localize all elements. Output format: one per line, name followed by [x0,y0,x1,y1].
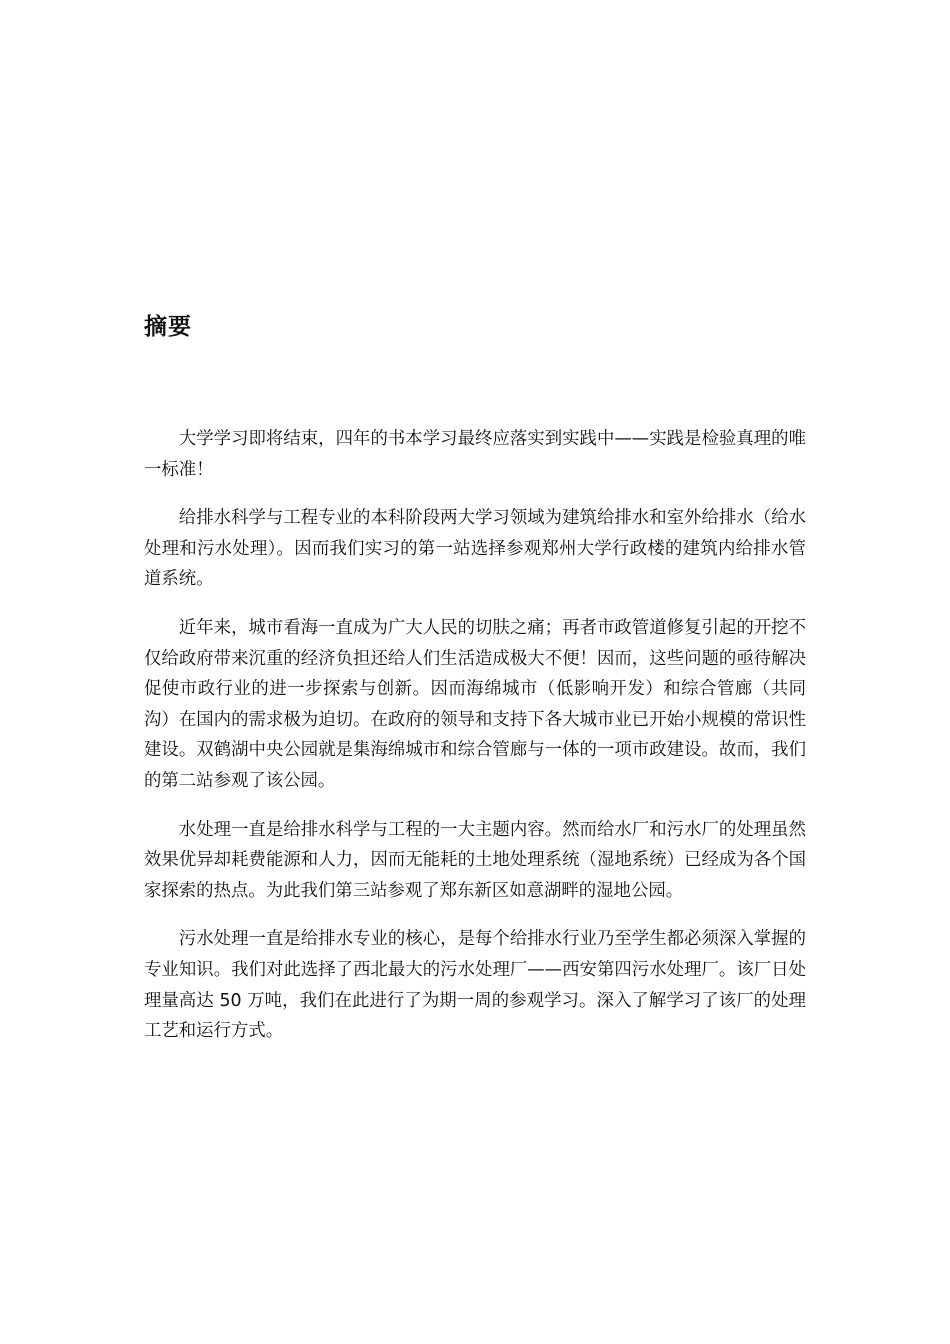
paragraph-1: 大学学习即将结束，四年的书本学习最终应落实到实践中——实践是检验真理的唯一标准！ [144,429,806,480]
paragraph-2: 给排水科学与工程专业的本科阶段两大学习领域为建筑给排水和室外给排水（给水处理和污水处理）。因而我们实习的第一站选择参观郑州大学行政楼的建筑内给排水管道系统。 [144,508,806,590]
paragraph-3: 近年来，城市看海一直成为广大人民的切肤之痛；再者市政管道修复引起的开挖不仅给政府带来沉重的经济负担还给人们生活造成极大不便！因而，这些问题的亟待解决促使市政行业的进一步探索与创新。因而海绵城市（低影响开发）和综合管廊（共同沟）在国内的需求极为迫切。在政府的领导和支持下各大城市业已开始小规模的常识性建设。双鹤湖中央公园就是集海绵城市和综合管廊与一体的一项市政建设。故而，我们的第二站参观了该公园。 [144,617,806,791]
paragraph-5: 污水处理一直是给排水专业的核心，是每个给排水行业乃至学生都必须深入掌握的专业知识。我们对此选择了西北最大的污水处理厂——西安第四污水处理厂。该厂日处理量高达 50 万吨，我们在此进行了为期一周的参观学习。深入了解学习了该厂的处理工艺和运行方式。 [144,929,806,1042]
abstract-body [144,424,806,1065]
paragraph-4: 水处理一直是给排水科学与工程的一大主题内容。然而给水厂和污水厂的处理虽然效果优异却耗费能源和人力，因而无能耗的土地处理系统（湿地系统）已经成为各个国家探索的热点。为此我们第三站参观了郑东新区如意湖畔的湿地公园。 [144,819,806,901]
abstract-heading: 摘要 [144,314,192,340]
